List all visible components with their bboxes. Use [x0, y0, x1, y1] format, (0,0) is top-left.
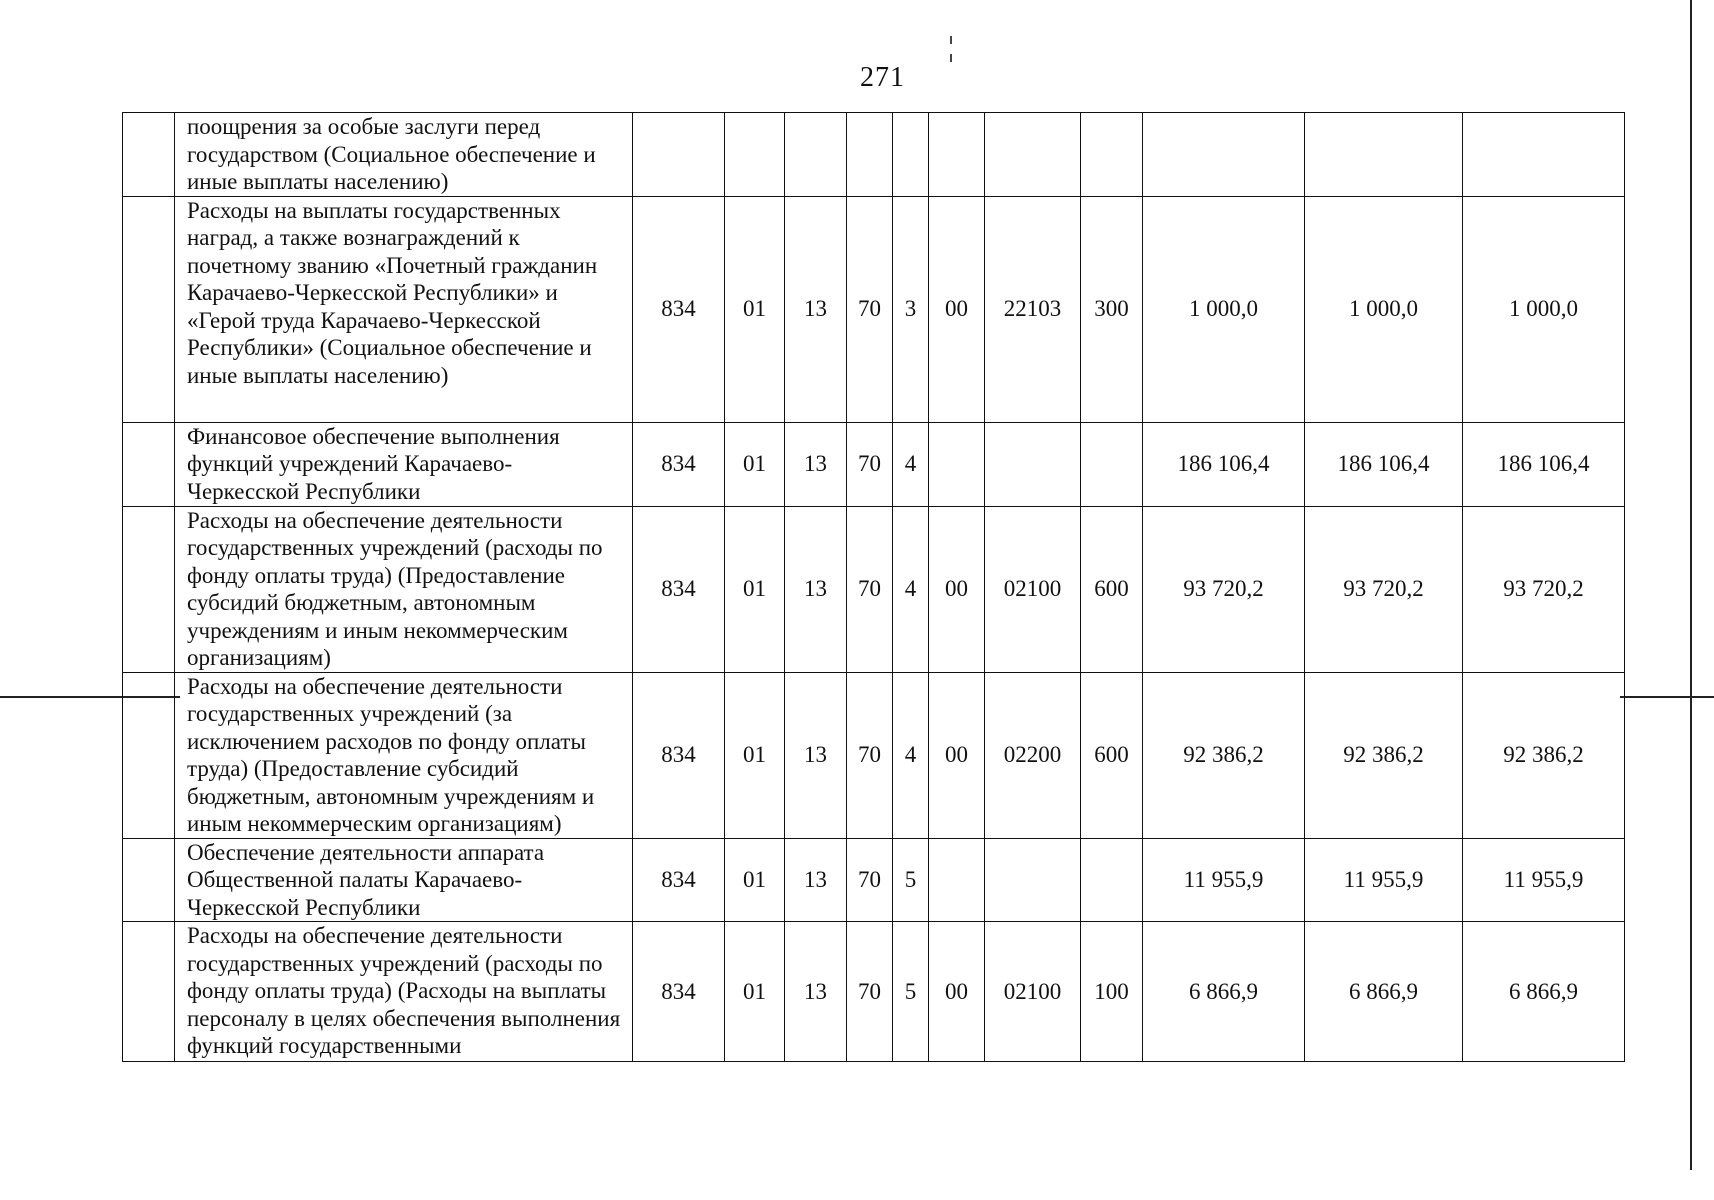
budget-table: [122, 112, 1625, 1062]
vedomstvo-cell: 834: [633, 672, 725, 838]
target-code-cell: [985, 838, 1081, 922]
vedomstvo-cell: 834: [633, 422, 725, 506]
amount-year3-cell: 1 000,0: [1463, 196, 1625, 422]
podrazdel-cell: 13: [785, 196, 847, 422]
target-program-cell: 70: [847, 838, 893, 922]
target-program-cell: 70: [847, 922, 893, 1062]
vedomstvo-cell: 834: [633, 922, 725, 1062]
description-cell: поощрения за особые заслуги перед государством (Социальное обеспечение и иные выплаты населению): [175, 113, 633, 197]
razdel-cell: 01: [725, 838, 785, 922]
scan-mark: [950, 54, 952, 62]
amount-year3-cell: 6 866,9: [1463, 922, 1625, 1062]
target-subprogram-cell: 3: [893, 196, 929, 422]
amount-year2-cell: 1 000,0: [1305, 196, 1463, 422]
row-number-cell: [123, 506, 175, 672]
fold-line-right: [1620, 696, 1714, 698]
target-subprogram-cell: 5: [893, 838, 929, 922]
amount-year3-cell: 11 955,9: [1463, 838, 1625, 922]
podrazdel-cell: 13: [785, 922, 847, 1062]
target-direction-cell: [929, 838, 985, 922]
table-row: [123, 113, 1625, 197]
scan-mark: [950, 36, 952, 44]
target-program-cell: 70: [847, 506, 893, 672]
description-cell: Расходы на обеспечение деятельности государственных учреждений (расходы по фонду оплаты труда) (Расходы на выплаты персоналу в целях обеспечения выполнения функций государственными: [175, 922, 633, 1062]
target-program-cell: 70: [847, 672, 893, 838]
expense-type-cell: [1081, 113, 1143, 197]
target-program-cell: 70: [847, 422, 893, 506]
amount-year3-cell: 186 106,4: [1463, 422, 1625, 506]
vedomstvo-cell: 834: [633, 196, 725, 422]
target-direction-cell: 00: [929, 196, 985, 422]
amount-year3-cell: [1463, 113, 1625, 197]
target-direction-cell: 00: [929, 506, 985, 672]
razdel-cell: 01: [725, 922, 785, 1062]
target-program-cell: 70: [847, 196, 893, 422]
row-number-cell: [123, 422, 175, 506]
table-row: [123, 922, 1625, 1062]
expense-type-cell: 600: [1081, 506, 1143, 672]
row-number-cell: [123, 113, 175, 197]
podrazdel-cell: 13: [785, 506, 847, 672]
razdel-cell: 01: [725, 196, 785, 422]
target-code-cell: 02100: [985, 506, 1081, 672]
amount-year1-cell: 11 955,9: [1143, 838, 1305, 922]
podrazdel-cell: [785, 113, 847, 197]
amount-year1-cell: 186 106,4: [1143, 422, 1305, 506]
target-direction-cell: 00: [929, 672, 985, 838]
description-cell: Обеспечение деятельности аппарата Общественной палаты Карачаево-Черкесской Республики: [175, 838, 633, 922]
table-row: [123, 422, 1625, 506]
expense-type-cell: 300: [1081, 196, 1143, 422]
target-subprogram-cell: 5: [893, 922, 929, 1062]
expense-type-cell: [1081, 838, 1143, 922]
expense-type-cell: [1081, 422, 1143, 506]
table-row: [123, 196, 1625, 422]
amount-year2-cell: 93 720,2: [1305, 506, 1463, 672]
amount-year1-cell: 1 000,0: [1143, 196, 1305, 422]
vedomstvo-cell: 834: [633, 838, 725, 922]
row-number-cell: [123, 838, 175, 922]
target-direction-cell: [929, 422, 985, 506]
target-code-cell: 22103: [985, 196, 1081, 422]
razdel-cell: [725, 113, 785, 197]
table-row: [123, 838, 1625, 922]
amount-year1-cell: 93 720,2: [1143, 506, 1305, 672]
target-subprogram-cell: 4: [893, 422, 929, 506]
target-direction-cell: [929, 113, 985, 197]
row-number-cell: [123, 196, 175, 422]
target-code-cell: 02100: [985, 922, 1081, 1062]
amount-year1-cell: 92 386,2: [1143, 672, 1305, 838]
target-code-cell: [985, 422, 1081, 506]
target-direction-cell: 00: [929, 922, 985, 1062]
amount-year2-cell: 92 386,2: [1305, 672, 1463, 838]
razdel-cell: 01: [725, 672, 785, 838]
target-subprogram-cell: 4: [893, 506, 929, 672]
amount-year2-cell: 186 106,4: [1305, 422, 1463, 506]
target-subprogram-cell: 4: [893, 672, 929, 838]
page-number: 271: [860, 62, 905, 93]
vedomstvo-cell: 834: [633, 506, 725, 672]
amount-year1-cell: [1143, 113, 1305, 197]
podrazdel-cell: 13: [785, 672, 847, 838]
podrazdel-cell: 13: [785, 838, 847, 922]
description-cell: Расходы на обеспечение деятельности государственных учреждений (за исключением расходов по фонду оплаты труда) (Предоставление субсидий бюджетным, автономным учреждениям и иным некоммерческим организациям): [175, 672, 633, 838]
table-row: [123, 672, 1625, 838]
razdel-cell: 01: [725, 422, 785, 506]
description-cell: Финансовое обеспечение выполнения функций учреждений Карачаево-Черкесской Республики: [175, 422, 633, 506]
amount-year2-cell: 6 866,9: [1305, 922, 1463, 1062]
expense-type-cell: 600: [1081, 672, 1143, 838]
amount-year3-cell: 93 720,2: [1463, 506, 1625, 672]
podrazdel-cell: 13: [785, 422, 847, 506]
amount-year2-cell: 11 955,9: [1305, 838, 1463, 922]
target-program-cell: [847, 113, 893, 197]
table-row: [123, 506, 1625, 672]
row-number-cell: [123, 672, 175, 838]
description-cell: Расходы на выплаты государственных наград, а также вознаграждений к почетному званию «Почетный гражданин Карачаево-Черкесской Республики» и «Герой труда Карачаево-Черкесской Республики» (Социальное обеспечение и иные выплаты населению): [175, 196, 633, 422]
expense-type-cell: 100: [1081, 922, 1143, 1062]
description-cell: Расходы на обеспечение деятельности государственных учреждений (расходы по фонду оплаты труда) (Предоставление субсидий бюджетным, автономным учреждениям и иным некоммерческим организациям): [175, 506, 633, 672]
target-subprogram-cell: [893, 113, 929, 197]
amount-year1-cell: 6 866,9: [1143, 922, 1305, 1062]
row-number-cell: [123, 922, 175, 1062]
amount-year3-cell: 92 386,2: [1463, 672, 1625, 838]
target-code-cell: [985, 113, 1081, 197]
amount-year2-cell: [1305, 113, 1463, 197]
razdel-cell: 01: [725, 506, 785, 672]
scan-edge-line: [1690, 0, 1692, 1170]
vedomstvo-cell: [633, 113, 725, 197]
target-code-cell: 02200: [985, 672, 1081, 838]
